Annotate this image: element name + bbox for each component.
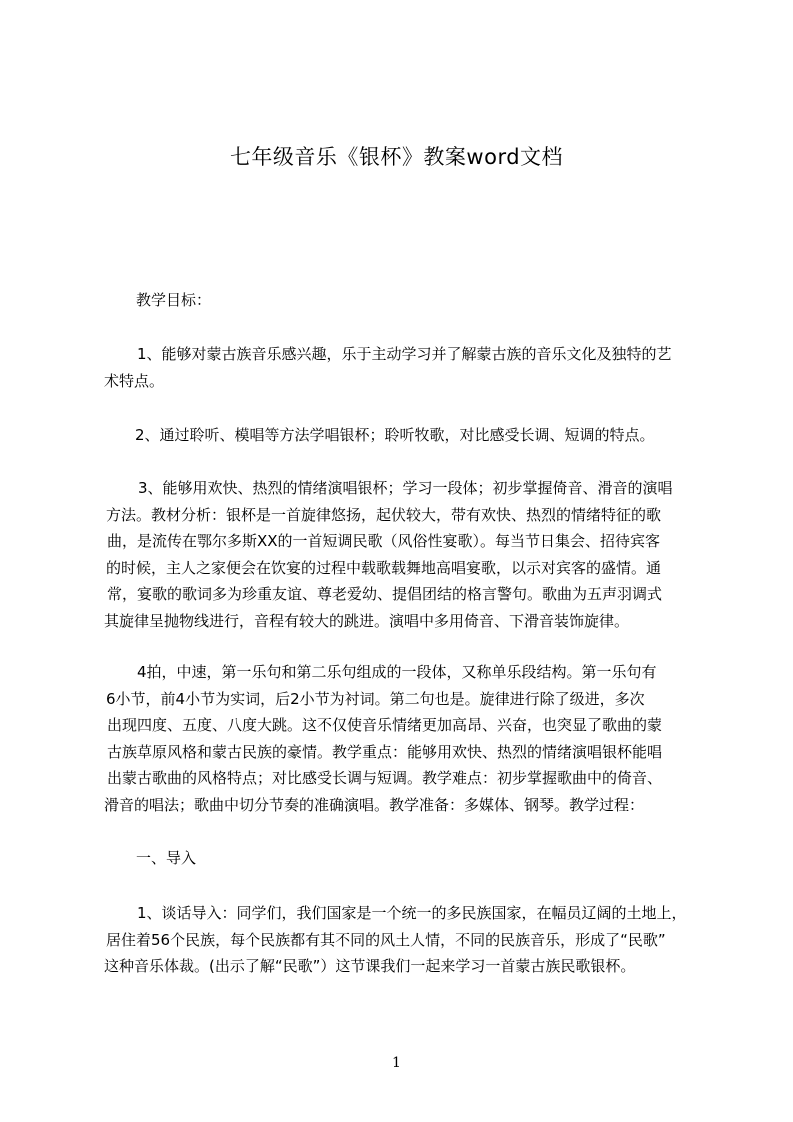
- paragraph-line: 6小节，前4小节为实词，后2小节为衬词。第二句也是。旋律进行除了级进，多次: [106, 689, 645, 708]
- paragraph-line: 常，宴歌的歌词多为珍重友谊、尊老爱幼、提倡团结的格言警句。歌曲为五声羽调式: [107, 585, 663, 603]
- page-number: 1: [392, 1055, 401, 1071]
- paragraph-line: 居住着56个民族，每个民族都有其不同的风土人情，不同的民族音乐，形成了“民歌”: [106, 930, 666, 949]
- paragraph-line: 1、谈话导入：同学们，我们国家是一个统一的多民族国家，在幅员辽阔的土地上，: [137, 904, 687, 922]
- intro-heading: 一、导入: [136, 849, 197, 867]
- paragraph-line: 的时候，主人之家便会在饮宴的过程中载歌载舞地高唱宴歌，以示对宾客的盛情。通: [106, 558, 662, 577]
- objective-3-paragraph: [104, 475, 716, 634]
- paragraph-line: 这种音乐体裁。(出示了解“民歌”）这节课我们一起来学习一首蒙古族民歌银杯。: [104, 957, 636, 975]
- paragraph-line: 出蒙古歌曲的风格特点；对比感受长调与短调。教学难点：初步掌握歌曲中的倚音、: [107, 769, 663, 787]
- paragraph-line: 4拍，中速，第一乐句和第二乐句组成的一段体，又称单乐段结构。第一乐句有: [137, 663, 657, 681]
- paragraph-line: 滑音的唱法；歌曲中切分节奏的准确演唱。教学准备：多媒体、钢琴。教学过程：: [104, 795, 645, 814]
- paragraph-line: 曲，是流传在鄂尔多斯XX的一首短调民歌（风俗性宴歌）。每当节日集会、招待宾客: [107, 532, 661, 550]
- paragraph-line: 方法。教材分析：银杯是一首旋律悠扬，起伏较大，带有欢快、热烈的情绪特征的歌: [106, 505, 662, 524]
- paragraph-line: 出现四度、五度、八度大跳。这不仅使音乐情绪更加高昂、兴奋，也突显了歌曲的蒙: [107, 716, 663, 734]
- paragraph-line: 术特点。: [104, 371, 165, 390]
- paragraph-line: 3、能够用欢快、热烈的情绪演唱银杯；学习一段体；初步掌握倚音、滑音的演唱: [138, 479, 673, 497]
- paragraph-line: 2、通过聆听、模唱等方法学唱银杯；聆听牧歌，对比感受长调、短调的特点。: [135, 426, 655, 444]
- analysis-paragraph: [104, 659, 716, 818]
- objective-1-paragraph: [104, 341, 716, 394]
- paragraph-line: 古族草原风格和蒙古民族的豪情。教学重点：能够用欢快、热烈的情绪演唱银杯能唱: [107, 742, 663, 761]
- paragraph-line: 其旋律呈抛物线进行，音程有较大的跳进。演唱中多用倚音、下滑音装饰旋律。: [104, 611, 630, 630]
- intro-paragraph: [104, 900, 716, 980]
- document-title: 七年级音乐《银杯》教案word文档: [229, 145, 564, 169]
- objective-2-paragraph: [104, 422, 716, 449]
- objectives-heading: 教学目标：: [136, 291, 212, 309]
- paragraph-line: 1、能够对蒙古族音乐感兴趣，乐于主动学习并了解蒙古族的音乐文化及独特的艺: [137, 345, 672, 363]
